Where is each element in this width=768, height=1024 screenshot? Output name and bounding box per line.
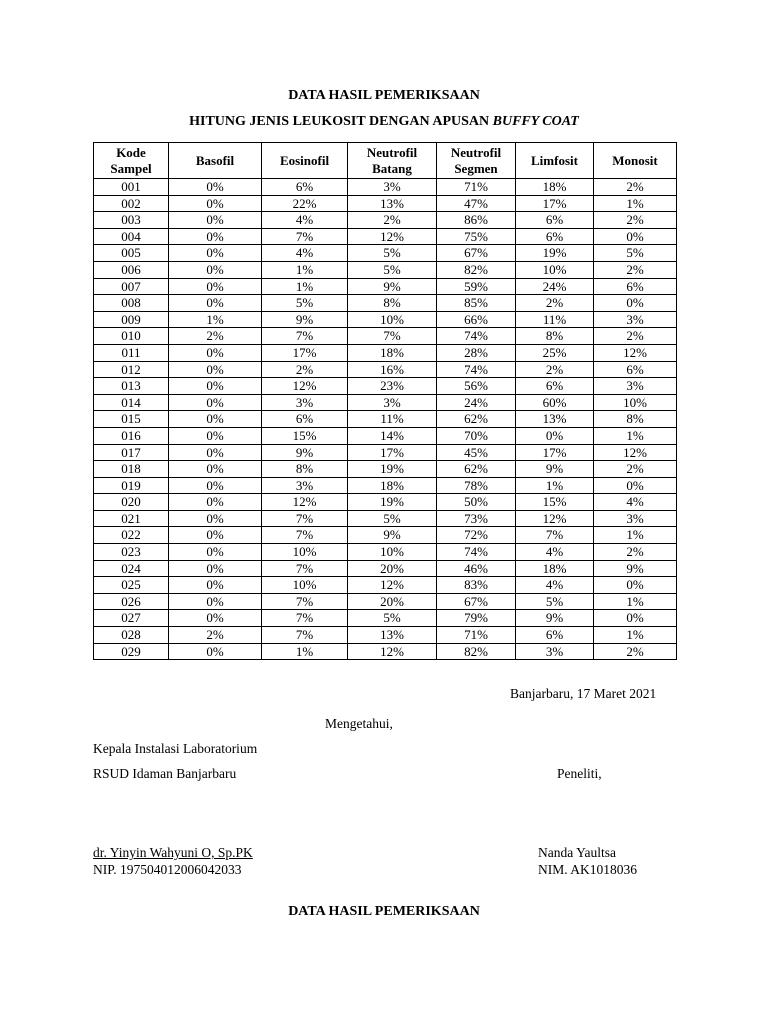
table-cell: 6%	[516, 378, 594, 395]
leukocyte-table	[93, 142, 677, 660]
table-cell: 0%	[169, 593, 262, 610]
table-body	[94, 179, 677, 660]
table-cell: 0%	[594, 477, 677, 494]
table-cell: 1%	[594, 527, 677, 544]
table-cell: 12%	[262, 378, 348, 395]
table-cell: 18%	[516, 560, 594, 577]
table-row	[94, 361, 677, 378]
table-cell: 71%	[437, 179, 516, 196]
table-cell: 0%	[169, 245, 262, 262]
table-cell: 1%	[169, 311, 262, 328]
table-row	[94, 527, 677, 544]
table-cell: 3%	[594, 378, 677, 395]
table-row	[94, 278, 677, 295]
table-cell: 0%	[594, 610, 677, 627]
table-cell: 13%	[348, 627, 437, 644]
table-cell: 19%	[348, 494, 437, 511]
table-cell: 021	[94, 510, 169, 527]
table-cell: 11%	[348, 411, 437, 428]
table-cell: 002	[94, 195, 169, 212]
subtitle-main: HITUNG JENIS LEUKOSIT DENGAN APUSAN	[189, 114, 493, 129]
table-cell: 82%	[437, 643, 516, 660]
table-cell: 5%	[348, 245, 437, 262]
table-cell: 74%	[437, 544, 516, 561]
table-cell: 014	[94, 394, 169, 411]
table-cell: 010	[94, 328, 169, 345]
footer-title: DATA HASIL PEMERIKSAAN	[288, 904, 480, 919]
table-row	[94, 212, 677, 229]
table-cell: 0%	[169, 527, 262, 544]
table-cell: 17%	[516, 444, 594, 461]
table-cell: 13%	[348, 195, 437, 212]
table-cell: 2%	[262, 361, 348, 378]
table-cell: 0%	[169, 378, 262, 395]
table-cell: 0%	[169, 610, 262, 627]
table-cell: 7%	[262, 610, 348, 627]
table-cell: 62%	[437, 411, 516, 428]
table-cell: 5%	[262, 295, 348, 312]
table-cell: 2%	[516, 361, 594, 378]
table-cell: 25%	[516, 344, 594, 361]
table-cell: 20%	[348, 560, 437, 577]
table-cell: 1%	[262, 261, 348, 278]
table-cell: 20%	[348, 593, 437, 610]
table-cell: 62%	[437, 461, 516, 478]
table-cell: 12%	[348, 643, 437, 660]
table-cell: 5%	[348, 610, 437, 627]
table-cell: 7%	[262, 527, 348, 544]
table-cell: 16%	[348, 361, 437, 378]
table-cell: 12%	[348, 577, 437, 594]
table-cell: 7%	[262, 328, 348, 345]
table-cell: 86%	[437, 212, 516, 229]
table-cell: 8%	[516, 328, 594, 345]
table-row	[94, 461, 677, 478]
table-cell: 024	[94, 560, 169, 577]
table-cell: 2%	[594, 643, 677, 660]
table-cell: 0%	[169, 361, 262, 378]
table-cell: 8%	[594, 411, 677, 428]
table-cell: 022	[94, 527, 169, 544]
table-cell: 59%	[437, 278, 516, 295]
table-row	[94, 510, 677, 527]
table-cell: 10%	[348, 544, 437, 561]
table-cell: 023	[94, 544, 169, 561]
table-cell: 82%	[437, 261, 516, 278]
table-cell: 12%	[262, 494, 348, 511]
table-cell: 017	[94, 444, 169, 461]
table-cell: 8%	[348, 295, 437, 312]
column-header: Neutrofil Segmen	[437, 143, 516, 179]
table-row	[94, 245, 677, 262]
table-cell: 4%	[594, 494, 677, 511]
table-cell: 74%	[437, 328, 516, 345]
table-cell: 15%	[262, 427, 348, 444]
table-cell: 7%	[516, 527, 594, 544]
table-cell: 12%	[516, 510, 594, 527]
table-cell: 10%	[262, 577, 348, 594]
table-cell: 7%	[348, 328, 437, 345]
table-cell: 10%	[262, 544, 348, 561]
table-cell: 0%	[169, 394, 262, 411]
table-cell: 47%	[437, 195, 516, 212]
table-cell: 3%	[348, 179, 437, 196]
table-row	[94, 577, 677, 594]
table-cell: 10%	[348, 311, 437, 328]
table-cell: 009	[94, 311, 169, 328]
table-cell: 027	[94, 610, 169, 627]
table-cell: 2%	[594, 328, 677, 345]
table-row	[94, 544, 677, 561]
table-cell: 4%	[262, 245, 348, 262]
table-cell: 24%	[437, 394, 516, 411]
table-cell: 1%	[516, 477, 594, 494]
table-cell: 008	[94, 295, 169, 312]
table-row	[94, 228, 677, 245]
table-cell: 73%	[437, 510, 516, 527]
column-header: Limfosit	[516, 143, 594, 179]
table-cell: 0%	[169, 510, 262, 527]
table-cell: 2%	[169, 328, 262, 345]
table-row	[94, 643, 677, 660]
column-header: Kode Sampel	[94, 143, 169, 179]
table-cell: 12%	[594, 444, 677, 461]
left-position-line2: RSUD Idaman Banjarbaru	[93, 766, 237, 781]
document-title: DATA HASIL PEMERIKSAAN	[288, 88, 480, 103]
table-row	[94, 411, 677, 428]
table-cell: 45%	[437, 444, 516, 461]
table-cell: 0%	[169, 212, 262, 229]
table-cell: 013	[94, 378, 169, 395]
table-cell: 9%	[262, 444, 348, 461]
table-cell: 029	[94, 643, 169, 660]
table-cell: 026	[94, 593, 169, 610]
table-cell: 004	[94, 228, 169, 245]
table-cell: 79%	[437, 610, 516, 627]
table-cell: 66%	[437, 311, 516, 328]
table-cell: 56%	[437, 378, 516, 395]
table-cell: 0%	[594, 228, 677, 245]
table-cell: 9%	[262, 311, 348, 328]
table-cell: 75%	[437, 228, 516, 245]
table-cell: 015	[94, 411, 169, 428]
table-cell: 4%	[516, 577, 594, 594]
table-cell: 003	[94, 212, 169, 229]
table-cell: 28%	[437, 344, 516, 361]
table-cell: 18%	[348, 477, 437, 494]
table-cell: 2%	[594, 179, 677, 196]
table-header-row	[94, 143, 677, 179]
table-cell: 0%	[169, 195, 262, 212]
table-cell: 9%	[516, 610, 594, 627]
table-cell: 67%	[437, 245, 516, 262]
table-cell: 19%	[348, 461, 437, 478]
table-cell: 17%	[262, 344, 348, 361]
table-cell: 0%	[169, 560, 262, 577]
table-row	[94, 179, 677, 196]
table-cell: 012	[94, 361, 169, 378]
table-cell: 5%	[348, 510, 437, 527]
table-row	[94, 344, 677, 361]
table-cell: 0%	[169, 179, 262, 196]
table-cell: 7%	[262, 627, 348, 644]
table-cell: 1%	[594, 593, 677, 610]
table-cell: 15%	[516, 494, 594, 511]
table-cell: 3%	[262, 477, 348, 494]
table-cell: 6%	[262, 411, 348, 428]
table-cell: 019	[94, 477, 169, 494]
table-cell: 9%	[348, 527, 437, 544]
table-cell: 005	[94, 245, 169, 262]
place-date: Banjarbaru, 17 Maret 2021	[510, 686, 657, 701]
table-row	[94, 444, 677, 461]
table-cell: 3%	[594, 510, 677, 527]
table-cell: 23%	[348, 378, 437, 395]
table-cell: 67%	[437, 593, 516, 610]
table-row	[94, 427, 677, 444]
table-row	[94, 328, 677, 345]
table-cell: 10%	[516, 261, 594, 278]
table-cell: 1%	[262, 278, 348, 295]
table-cell: 78%	[437, 477, 516, 494]
table-cell: 17%	[348, 444, 437, 461]
table-cell: 18%	[348, 344, 437, 361]
table-cell: 0%	[169, 427, 262, 444]
table-cell: 83%	[437, 577, 516, 594]
table-row	[94, 261, 677, 278]
table-cell: 0%	[169, 295, 262, 312]
table-cell: 60%	[516, 394, 594, 411]
table-cell: 13%	[516, 411, 594, 428]
table-cell: 6%	[594, 361, 677, 378]
left-signer-id: NIP. 197504012006042033	[93, 862, 242, 877]
table-cell: 6%	[262, 179, 348, 196]
table-cell: 0%	[594, 295, 677, 312]
table-cell: 1%	[594, 427, 677, 444]
table-cell: 7%	[262, 228, 348, 245]
table-cell: 5%	[594, 245, 677, 262]
right-signer-name: Nanda Yaultsa	[538, 845, 616, 860]
table-cell: 50%	[437, 494, 516, 511]
right-position: Peneliti,	[557, 766, 602, 781]
mengetahui-label: Mengetahui,	[325, 716, 393, 731]
table-cell: 5%	[348, 261, 437, 278]
table-cell: 9%	[348, 278, 437, 295]
table-cell: 0%	[169, 577, 262, 594]
table-cell: 0%	[516, 427, 594, 444]
table-cell: 7%	[262, 510, 348, 527]
subtitle-italic: BUFFY COAT	[492, 114, 579, 129]
table-cell: 4%	[262, 212, 348, 229]
table-row	[94, 295, 677, 312]
table-cell: 9%	[594, 560, 677, 577]
table-cell: 2%	[169, 627, 262, 644]
table-cell: 12%	[348, 228, 437, 245]
table-cell: 007	[94, 278, 169, 295]
table-cell: 0%	[169, 278, 262, 295]
table-row	[94, 477, 677, 494]
table-row	[94, 560, 677, 577]
table-cell: 70%	[437, 427, 516, 444]
table-cell: 46%	[437, 560, 516, 577]
table-row	[94, 494, 677, 511]
table-cell: 0%	[169, 344, 262, 361]
table-cell: 22%	[262, 195, 348, 212]
table-cell: 17%	[516, 195, 594, 212]
table-row	[94, 195, 677, 212]
table-cell: 3%	[348, 394, 437, 411]
table-cell: 6%	[594, 278, 677, 295]
table-cell: 0%	[169, 411, 262, 428]
table-cell: 2%	[594, 461, 677, 478]
table-cell: 24%	[516, 278, 594, 295]
table-row	[94, 627, 677, 644]
table-cell: 020	[94, 494, 169, 511]
column-header: Monosit	[594, 143, 677, 179]
table-cell: 5%	[516, 593, 594, 610]
left-position-line1: Kepala Instalasi Laboratorium	[93, 741, 258, 756]
table-cell: 0%	[169, 261, 262, 278]
table-cell: 016	[94, 427, 169, 444]
table-cell: 3%	[262, 394, 348, 411]
table-cell: 71%	[437, 627, 516, 644]
table-cell: 6%	[516, 228, 594, 245]
table-cell: 7%	[262, 560, 348, 577]
table-cell: 0%	[169, 494, 262, 511]
table-cell: 18%	[516, 179, 594, 196]
table-cell: 0%	[169, 228, 262, 245]
table-cell: 10%	[594, 394, 677, 411]
table-row	[94, 593, 677, 610]
table-cell: 006	[94, 261, 169, 278]
table-cell: 2%	[594, 544, 677, 561]
table-cell: 2%	[348, 212, 437, 229]
table-cell: 4%	[516, 544, 594, 561]
table-cell: 8%	[262, 461, 348, 478]
right-signer-id: NIM. AK1018036	[538, 862, 638, 877]
table-cell: 0%	[169, 461, 262, 478]
table-cell: 19%	[516, 245, 594, 262]
column-header: Neutrofil Batang	[348, 143, 437, 179]
table-cell: 12%	[594, 344, 677, 361]
table-cell: 1%	[262, 643, 348, 660]
table-cell: 7%	[262, 593, 348, 610]
table-cell: 001	[94, 179, 169, 196]
table-cell: 2%	[594, 212, 677, 229]
table-cell: 0%	[169, 477, 262, 494]
table-cell: 9%	[516, 461, 594, 478]
column-header: Eosinofil	[262, 143, 348, 179]
table-row	[94, 610, 677, 627]
left-signer-name: dr. Yinyin Wahyuni O, Sp.PK	[93, 845, 253, 860]
table-row	[94, 311, 677, 328]
document-subtitle	[0, 114, 768, 130]
table-cell: 74%	[437, 361, 516, 378]
table-cell: 011	[94, 344, 169, 361]
table-row	[94, 394, 677, 411]
table-cell: 0%	[169, 544, 262, 561]
table-cell: 018	[94, 461, 169, 478]
table-cell: 1%	[594, 627, 677, 644]
table-cell: 0%	[169, 643, 262, 660]
table-cell: 11%	[516, 311, 594, 328]
table-cell: 0%	[169, 444, 262, 461]
table-cell: 2%	[594, 261, 677, 278]
table-cell: 1%	[594, 195, 677, 212]
column-header: Basofil	[169, 143, 262, 179]
table-cell: 0%	[594, 577, 677, 594]
table-cell: 6%	[516, 212, 594, 229]
table-cell: 025	[94, 577, 169, 594]
table-cell: 14%	[348, 427, 437, 444]
table-cell: 3%	[594, 311, 677, 328]
table-cell: 72%	[437, 527, 516, 544]
table-cell: 3%	[516, 643, 594, 660]
table-cell: 6%	[516, 627, 594, 644]
table-cell: 85%	[437, 295, 516, 312]
table-row	[94, 378, 677, 395]
table-cell: 2%	[516, 295, 594, 312]
table-cell: 028	[94, 627, 169, 644]
